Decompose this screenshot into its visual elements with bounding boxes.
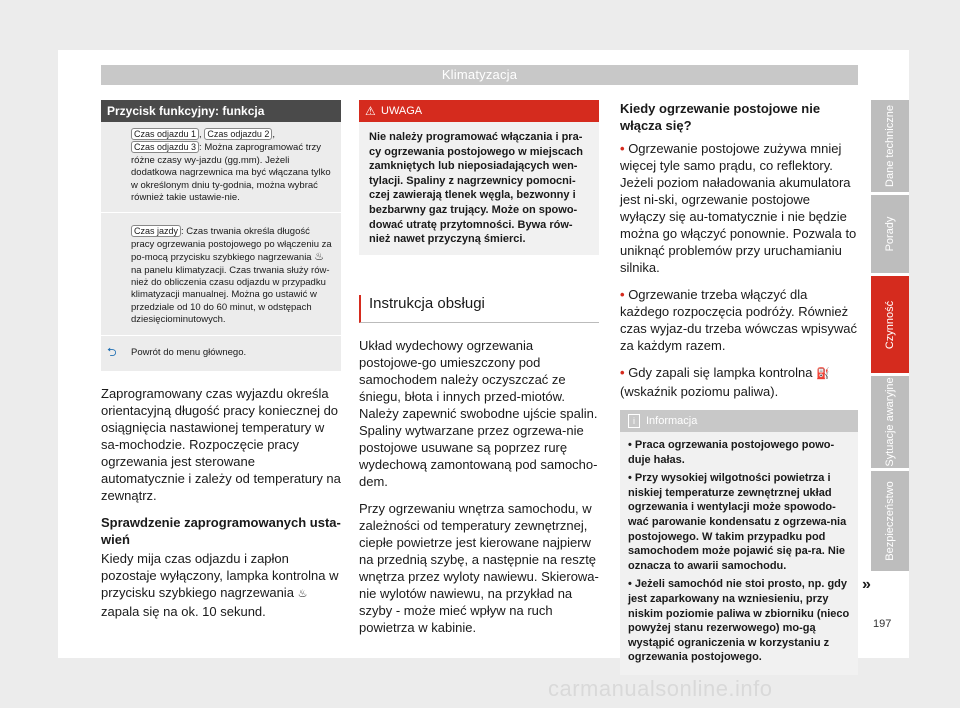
warning-title-text: UWAGA: [381, 105, 423, 117]
question-heading: Kiedy ogrzewanie postojowe nie włącza się?: [620, 101, 821, 133]
tab-emergencies[interactable]: [871, 376, 909, 468]
paragraph-check-settings: [101, 550, 341, 620]
quick-heat-icon: ♨: [297, 587, 308, 600]
info-title: [620, 410, 858, 432]
departure-time-3-button[interactable]: Czas odjazdu 3: [131, 141, 199, 153]
paragraph-exhaust: Układ wydechowy ogrzewania postojowe-go umieszczony pod samochodem należy oczyszczać ze śniegu, błota i innych przed-miotów. Należy zapewnić swobodne ujście spalin. Spaliny wytwarzane przez ogrzewa-nie postojowe usuwane są poprzez rurę wydechową zamontowaną pod samocho-dem.: [359, 337, 598, 489]
warning-text: Nie należy programować włączania i pra-cy ogrzewania postojowego w miejscach zamkniętych lub nieposiadających wen-tylacji. Spaliny z nagrzewnicy pomocni-czej zawierają tlenek węgla, bezwonny i bezbarwny gaz trujący. Może on spowo-dować utratę przytomności. Bywa rów-nież nawet przyczyną śmierci.: [369, 131, 583, 246]
tab-label: Czynność: [884, 300, 896, 349]
page-number: 197: [873, 618, 892, 630]
function-row-run-time: [101, 213, 341, 335]
quick-heat-icon: ♨: [314, 251, 325, 264]
run-time-description-b: na panelu klimatyzacji. Czas trwania służy rów-nież do obliczenia czasu odjazdu w przypadku klimatyzacji manualnej. Można go ustawić w przedziale od 10 do 60 minut, w odstępach dziesięciominutowych.: [131, 264, 330, 326]
bullet-dot: •: [620, 141, 625, 156]
warning-triangle-icon: ⚠: [365, 104, 376, 118]
chapter-header: Klimatyzacja: [101, 65, 858, 85]
function-button-box: [101, 100, 341, 371]
warning-title: [359, 100, 599, 122]
bullet-dot: •: [620, 365, 625, 380]
return-arrow-icon: ⮌: [107, 344, 117, 359]
watermark: carmanualsonline.info: [548, 676, 773, 701]
tab-operation[interactable]: [871, 276, 909, 373]
function-row-departure-times: Czas odjazdu 1 , Czas odjazdu 2 , Czas odjazdu 3 : Można zaprogramować trzy różne czasy wy-jazdu (gg.mm). Jeżeli dodatkowa nagrzewnica ma być włączana tylko w określonym dniu ty-godnia, można wybrać również takie ustawie-nie.: [101, 122, 341, 213]
continue-mark: »: [862, 576, 871, 593]
chapter-tabs: [871, 100, 909, 574]
departure-time-2-button[interactable]: Czas odjazdu 2: [204, 128, 272, 140]
info-title-text: Informacja: [646, 415, 698, 427]
departure-times-description: Można zaprogramować trzy różne czasy wy-jazdu (gg.mm). Jeżeli dodatkowa nagrzewnica ma być włączana tylko w określonym dniu ty-godnia, można wybrać również takie ustawie-nie.: [131, 142, 331, 204]
paragraph-airflow: Przy ogrzewaniu wnętrza samochodu, w zależności od temperatury zewnętrznej, ciepłe powietrze jest kierowane najpierw na przednią szybę, a następnie na resztę wnętrza przez wyloty nawiewu. Skierowa-nie wylotów nawiewu, na przykład na szyby - może mieć wpływ na ruch powietrza w kabinie.: [359, 500, 599, 635]
bullet-1-text: Ogrzewanie postojowe zużywa mniej więcej tyle samo prądu, co reflektory. Jeżeli poziom naładowania akumulatora jest ni-ski, ogrzewanie postojowe wyłączy się au-tomatycznie i nie będzie można go włączyć ponownie. Pozwala to uniknąć problemów przy uruchamianiu silnika.: [620, 141, 857, 275]
departure-time-1-button[interactable]: Czas odjazdu 1: [131, 128, 199, 140]
subheading-check-settings: Sprawdzenie zaprogramowanych usta-wień: [101, 514, 341, 547]
tab-label: Bezpieczeństwo: [884, 481, 896, 561]
back-to-main-menu[interactable]: [101, 336, 341, 371]
bullet-3-text-b: (wskaźnik poziomu paliwa).: [620, 384, 779, 399]
run-time-description-a: : Czas trwania określa długość pracy ogrzewania postojowego po włączeniu za po-mocą przycisku szybkiego nagrzewania: [131, 226, 332, 264]
bullet-2-text: Ogrzewanie trzeba włączyć dla każdego rozpoczęcia podróży. Również czas wyjaz-du trzeba wówczas wpisywać za każdym razem.: [620, 287, 857, 353]
bullet-dot: •: [620, 287, 625, 302]
bullet-3: [620, 364, 858, 400]
bullet-2: [620, 286, 858, 354]
warning-box: [359, 100, 599, 255]
info-icon: i: [628, 414, 640, 428]
info-item-2: Przy wysokiej wilgotności powietrza i niskiej temperaturze zewnętrznej układ ogrzewania i wentylacji może spowodo-wać parowanie kondensatu z ogrzewa-nia postojowego. W takim przypadku pod samochodem może pojawić się pa-ra. Nie oznacza to awarii samochodu.: [628, 472, 847, 572]
fuel-gauge-icon: ⛽: [816, 368, 830, 380]
info-item: • Praca ogrzewania postojowego powo-duje hałas.: [628, 439, 835, 466]
column-3: [620, 100, 858, 675]
back-label: Powrót do menu głównego.: [131, 346, 247, 358]
check-settings-text-a: Kiedy mija czas odjazdu i zapłon pozostaje wyłączony, lampka kontrolna w przycisku szybkiego nagrzewania: [101, 550, 339, 600]
section-heading: Instrukcja obsługi: [359, 295, 599, 323]
info-text: [620, 432, 858, 675]
bullet-3-text-a: Gdy zapali się lampka kontrolna: [628, 365, 813, 380]
paragraph-departure-time: Zaprogramowany czas wyjazdu określa orientacyjną długość pracy koniecznej do osiągnięcia nastawionej temperatury w sa-mochodzie. Rozpoczęcie pracy ogrzewania jest sterowane automatycznie i zależy od temperatury na zewnątrz.: [101, 385, 341, 503]
tab-tips[interactable]: [871, 195, 909, 273]
tab-technical-data[interactable]: [871, 100, 909, 192]
column-1: [101, 100, 341, 630]
bullet-1: [620, 140, 858, 276]
tab-label: Sytuacje awaryjne: [884, 377, 896, 467]
info-item: • Jeżeli samochód nie stoi prosto, np. gdy jest zaparkowany na wzniesieniu, przy niskim poziomie paliwa w zbiorniku (nieco powyżej stanu rezerwowego) mo-gą wystąpić ograniczenia w korzystaniu z ogrzewania postojowego.: [628, 578, 850, 664]
tab-safety[interactable]: [871, 471, 909, 571]
info-box: [620, 410, 858, 675]
column-2: [359, 100, 599, 646]
info-item: • Przy wysokiej wilgotności powietrza i niskiej temperaturze zewnętrznej układ ogrzewania i wentylacji może spowodo-wać parowanie kondensatu z ogrzewa-nia postojowego. W takim przypadku pod samochodem może pojawić się pa-ra. Nie oznacza to awarii samochodu.: [628, 472, 847, 572]
info-item-1: Praca ogrzewania postojowego powo-duje hałas.: [628, 439, 835, 466]
info-item-3: Jeżeli samochód nie stoi prosto, np. gdy jest zaparkowany na wzniesieniu, przy niskim poziomie paliwa w zbiorniku (nieco powyżej stanu rezerwowego) mo-gą wystąpić ograniczenia w korzystaniu z ogrzewania postojowego.: [628, 578, 850, 664]
function-box-title: Przycisk funkcyjny: funkcja: [101, 100, 341, 122]
tab-label: Porady: [884, 216, 896, 252]
check-settings-text-b: zapala się na ok. 10 sekund.: [101, 603, 266, 619]
tab-label: Dane techniczne: [884, 105, 896, 187]
run-time-button[interactable]: Czas jazdy: [131, 225, 181, 237]
